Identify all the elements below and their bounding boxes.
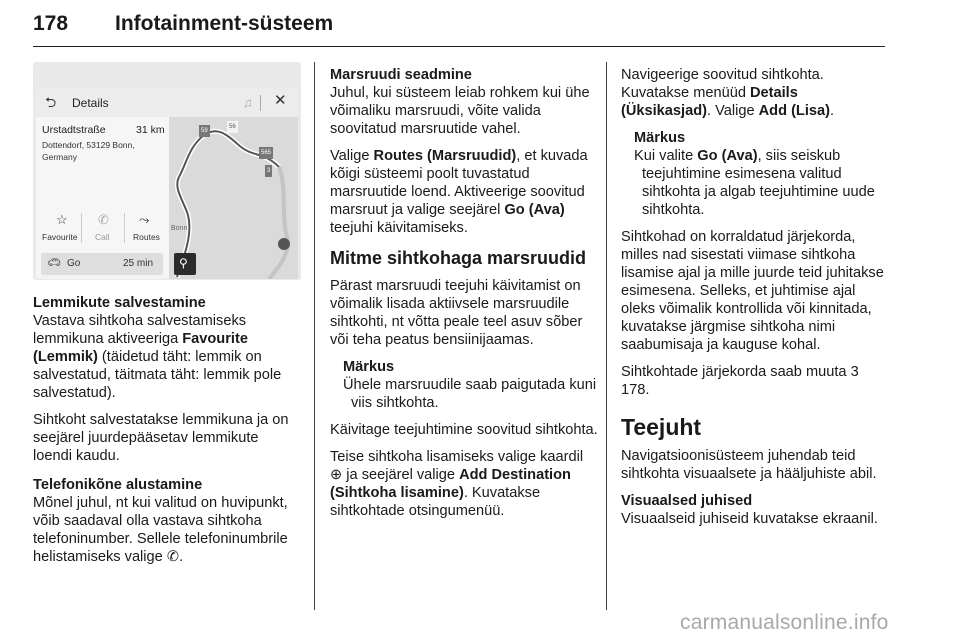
column-2 — [330, 66, 598, 529]
paragraph-guidance: Navigatsioonisüsteem juhendab teid sihtkohta visuaalsete ja hääljuhiste abil. — [621, 448, 877, 482]
divider — [81, 213, 82, 243]
heading-route-setup: Marsruudi seadmine — [330, 67, 472, 83]
back-icon: ⮌ — [45, 94, 57, 110]
star-icon: ☆ — [56, 212, 68, 227]
screen — [36, 89, 298, 279]
paragraph-navigate: Navigeerige soovitud sihtkohta. Kuvatakse menüüd Details (Üksikasjad). Valige Add (Lisa). — [621, 67, 835, 119]
header-title: Infotainment-süsteem — [115, 12, 334, 35]
heading-call: Telefonikõne alustamine — [33, 477, 203, 493]
paragraph-favourites-list: Sihtkoht salvestatakse lemmikuna ja on seejärel juurdepääsetav lemmikute loendi kaudu. — [33, 412, 289, 464]
paragraph-add: Teise sihtkoha lisamiseks valige kaardil ⊕ ja seejärel valige Add Destination (Sihtkoha lisamine). Kuvatakse sihtkohtade otsingumenüü. — [330, 449, 584, 519]
page-header — [33, 10, 885, 47]
column-3 — [621, 66, 889, 537]
go-label: Go — [67, 258, 81, 269]
car-icon: 🚗︎ — [47, 257, 61, 269]
screen-title: Details — [72, 96, 109, 110]
distance: 31 km — [136, 124, 165, 136]
divider — [124, 213, 125, 243]
street-name: Urstadtstraße — [42, 124, 106, 136]
crosshair-icon: ⊕ — [330, 467, 343, 483]
pin-icon: ⚲ — [179, 256, 188, 270]
details-panel — [36, 117, 169, 275]
divider — [260, 95, 261, 111]
phone-icon: ✆ — [166, 549, 180, 565]
paragraph-change: Sihtkohtade järjekorda saab muuta 3 178. — [621, 364, 859, 398]
page-reference: 3 178. — [621, 364, 859, 398]
road-badge: 565 — [259, 147, 273, 159]
heading-guidance: Teejuht — [621, 414, 702, 440]
heading-multi-destination: Mitme sihtkohaga marsruudid — [330, 248, 587, 268]
paragraph-routes-1: Juhul, kui süsteem leiab rohkem kui ühe võimaliku marsruudi, võite valida soovitatud marsruutide vahel. — [330, 85, 590, 137]
map-pin-button[interactable] — [174, 253, 196, 275]
go-time: 25 min — [123, 258, 154, 269]
paragraph-favourites: Vastava sihtkoha salvestamiseks lemmikuna aktiveeriga Favourite (Lemmik) (täidetud täht: lemmik on salvestatud, täitmata täht: lemmik pole salvestatud). — [33, 313, 282, 401]
watermark: carmanualsonline.info — [680, 611, 889, 634]
paragraph-start: Käivitage teejuhtimine soovitud sihtkohta. — [330, 422, 598, 438]
heading-favourites: Lemmikute salvestamine — [33, 295, 206, 311]
routes-icon: ⤳ — [139, 212, 150, 227]
note-label: Märkus — [343, 359, 395, 375]
column-1 — [33, 294, 301, 575]
paragraph-multi: Pärast marsruudi teejuhi käivitamist on võimalik lisada aktiivsele marsruudile sihtkohti, nt võtta peale teel asuv sõber või teha peatus bensiinijaamas. — [330, 278, 583, 348]
paragraph-call: Mõnel juhul, nt kui valitud on huvipunkt, võib saadaval olla vastava sihtkoha telefoninumber. Sellele telefoninumbrile helistamiseks valige ✆. — [33, 495, 288, 565]
note-text: Kui valite Go (Ava), siis seiskub teejuhtimine esimesena valitud sihtkohta ja algab teejuhtimine uude sihtkohta. — [634, 148, 875, 218]
close-icon: ✕ — [274, 92, 287, 109]
paragraph-order: Sihtkohad on korraldatud järjekorda, milles nad sisestati viimase sihtkoha lisamise ajal ja mille juurde teid juhitakse esimesena. Selleks, et juhtimise ajal oleks võimalik kontrollida või kinnitada, kuvatakse järgmise sihtkoha nimi saabumisaja ja kauguse kohal. — [621, 229, 884, 353]
address: Dottendorf, 53129 Bonn, Germany — [42, 140, 135, 162]
paragraph-routes-2: Valige Routes (Marsruudid), et kuvada kõigi süsteemi poolt tuvastatud marsruutide loend. Aktiveerige soovitud marsruut ja valige seejärel Go (Ava) teejuhi käivitamiseks. — [330, 148, 588, 236]
heading-visual: Visuaalsed juhised — [621, 493, 753, 509]
road-badge: 56 — [227, 121, 238, 133]
paragraph-visual: Visuaalseid juhiseid kuvatakse ekraanil. — [621, 511, 878, 527]
road-badge: 3 — [265, 165, 272, 177]
call-label: Call — [95, 232, 110, 242]
map-city: Bonn — [171, 225, 188, 232]
phone-icon: ✆ — [98, 212, 109, 227]
column-divider — [606, 62, 607, 610]
details-title-bar — [36, 89, 298, 117]
note-box — [634, 129, 889, 219]
favourite-label: Favourite — [42, 232, 78, 242]
note-box — [343, 358, 598, 412]
note-text: Ühele marsruudile saab paigutada kuni viis sihtkohta. — [343, 377, 597, 411]
page-number: 178 — [33, 12, 69, 35]
column-divider — [314, 62, 315, 610]
go-button[interactable] — [41, 253, 163, 275]
infotainment-screenshot — [33, 62, 301, 280]
note-label: Märkus — [634, 130, 686, 146]
music-icon: ♫ — [243, 95, 253, 110]
road-badge: 59 — [199, 125, 210, 137]
routes-label: Routes — [133, 232, 160, 242]
